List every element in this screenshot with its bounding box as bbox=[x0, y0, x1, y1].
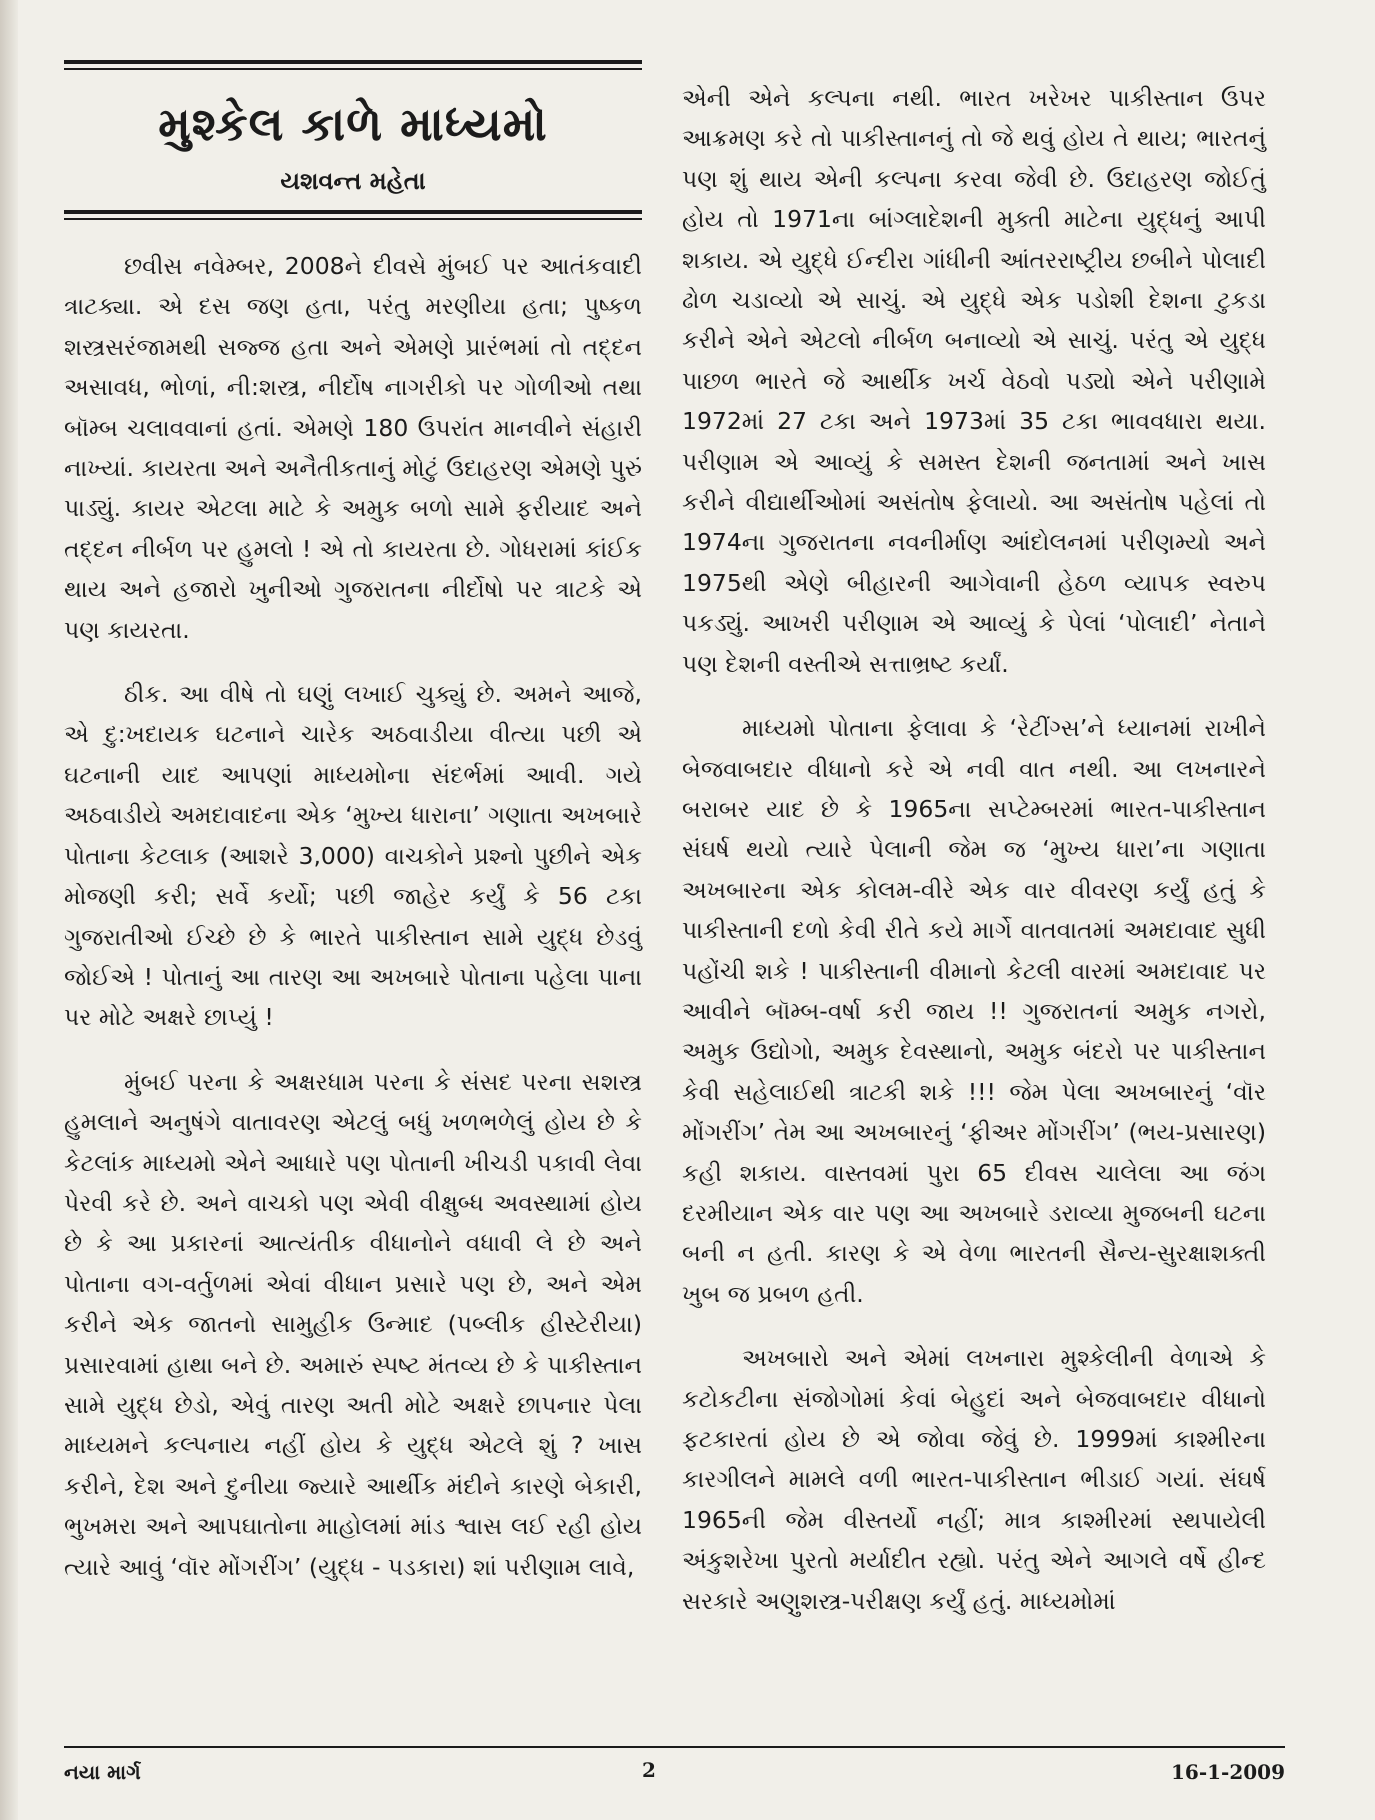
publication-name: નયા માર્ગ bbox=[64, 1760, 141, 1784]
right-column-text bbox=[682, 78, 1266, 1621]
right-column bbox=[682, 78, 1266, 1621]
issue-date: 16-1-2009 bbox=[1170, 1760, 1285, 1784]
paragraph: એની એને કલ્પના નથી. ભારત ખરેખર પાકીસ્તાન ઉપર આક્રમણ કરે તો પાકીસ્તાનનું તો જે થવું હોય તે થાય; ભારતનું પણ શું થાય એની કલ્પના કરવા જેવી છે. ઉદાહરણ જોઈતું હોય તો 1971ના બાંગ્લાદેશની મુક્તી માટેના યુદ્ધનું આપી શકાય. એ યુદ્ધે ઈન્દીરા ગાંધીની આંતરરાષ્ટ્રીય છબીને પોલાદી ઢોળ ચડાવ્યો એ સાચું. એ યુદ્ધે એક પડોશી દેશના ટુકડા કરીને એને એટલો નીર્બળ બનાવ્યો એ સાચું. પરંતુ એ યુદ્ધ પાછળ ભારતે જે આર્થીક ખર્ચ વેઠવો પડ્યો એને પરીણામે 1972માં 27 ટકા અને 1973માં 35 ટકા ભાવવધારા થયા. પરીણામ એ આવ્યું કે સમસ્ત દેશની જનતામાં અને ખાસ કરીને વીદ્યાર્થીઓમાં અસંતોષ ફેલાયો. આ અસંતોષ પહેલાં તો 1974ના ગુજરાતના નવનીર્માણ આંદોલનમાં પરીણમ્યો અને 1975થી એણે બીહારની આગેવાની હેઠળ વ્યાપક સ્વરુપ પકડ્યું. આખરી પરીણામ એ આવ્યું કે પેલાં ‘પોલાદી’ નેતાને પણ દેશની વસ્તીએ સત્તાભ્રષ્ટ કર્યાં. bbox=[682, 84, 1266, 678]
title-rule-bottom bbox=[64, 210, 642, 214]
left-column-text bbox=[64, 246, 642, 1587]
paragraph: ઠીક. આ વીષે તો ઘણું લખાઈ ચુક્યું છે. અમને આજે, એ દુ:ખદાયક ઘટનાને ચારેક અઠવાડીયા વીત્યા પછી એ ઘટનાની યાદ આપણાં માધ્યમોના સંદર્ભમાં આવી. ગયે અઠવાડીયે અમદાવાદના એક ‘મુખ્ય ધારાના’ ગણાતા અખબારે પોતાના કેટલાક (આશરે 3,000) વાચકોને પ્રશ્નો પુછીને એક મોજણી કરી; સર્વે કર્યો; પછી જાહેર કર્યું કે 56 ટકા ગુજરાતીઓ ઈચ્છે છે કે ભારતે પાકીસ્તાન સામે યુદ્ધ છેડવું જોઈએ ! પોતાનું આ તારણ આ અખબારે પોતાના પહેલા પાના પર મોટે અક્ષરે છાપ્યું ! bbox=[64, 680, 642, 1032]
paragraph: માધ્યમો પોતાના ફેલાવા કે ‘રેટીંગ્સ’ને ધ્યાનમાં રાખીને બેજવાબદાર વીધાનો કરે એ નવી વાત નથી. આ લખનારને બરાબર યાદ છે કે 1965ના સપ્ટેમ્બરમાં ભારત-પાકીસ્તાન સંઘર્ષ થયો ત્યારે પેલાની જેમ જ ‘મુખ્ય ધારા’ના ગણાતા અખબારના એક કોલમ-વીરે એક વાર વીવરણ કર્યું હતું કે પાકીસ્તાની દળો કેવી રીતે કયે માર્ગે વાતવાતમાં અમદાવાદ સુધી પહોંચી શકે ! પાકીસ્તાની વીમાનો કેટલી વારમાં અમદાવાદ પર આવીને બૉમ્બ-વર્ષા કરી જાય !! ગુજરાતનાં અમુક નગરો, અમુક ઉદ્યોગો, અમુક દેવસ્થાનો, અમુક બંદરો પર પાકીસ્તાન કેવી સહેલાઈથી ત્રાટકી શકે !!! જેમ પેલા અખબારનું ‘વૉર મોંગરીંગ’ તેમ આ અખબારનું ‘ફીઅર મોંગરીંગ’ (ભય-પ્રસારણ) કહી શકાય. વાસ્તવમાં પુરા 65 દીવસ ચાલેલા આ જંગ દરમીયાન એક વાર પણ આ અખબારે ડરાવ્યા મુજબની ઘટના બની ન હતી. કારણ કે એ વેળા ભારતની સૈન્ય-સુરક્ષાશક્તી ખુબ જ પ્રબળ હતી. bbox=[682, 714, 1266, 1308]
paragraph: અખબારો અને એમાં લખનારા મુશ્કેલીની વેળાએ કે કટોકટીના સંજોગોમાં કેવાં બેહુદાં અને બેજવાબદાર વીધાનો ફટકારતાં હોય છે એ જોવા જેવું છે. 1999માં કાશ્મીરના કારગીલને મામલે વળી ભારત-પાકીસ્તાન ભીડાઈ ગયાં. સંઘર્ષ 1965ની જેમ વીસ્તર્યો નહીં; માત્ર કાશ્મીરમાં સ્થપાયેલી અંકુશરેખા પુરતો મર્યાદીત રહ્યો. પરંતુ એને આગલે વર્ષે હીન્દ સરકારે અણુશસ્ત્ર-પરીક્ષણ કર્યું હતું. માધ્યમોમાં bbox=[682, 1344, 1266, 1615]
left-column bbox=[64, 60, 642, 1587]
article-title: મુશ્કેલ કાળે માધ્યમો bbox=[158, 97, 548, 151]
title-rule-bottom-thin bbox=[64, 218, 642, 220]
page-footer bbox=[64, 1752, 1285, 1788]
paragraph: મુંબઈ પરના કે અક્ષરધામ પરના કે સંસદ પરના સશસ્ત્ર હુમલાને અનુષંગે વાતાવરણ એટલું બધું ખળભળેલું હોય છે કે કેટલાંક માધ્યમો એને આધારે પણ પોતાની ખીચડી પકાવી લેવા પેરવી કરે છે. અને વાચકો પણ એવી વીક્ષુબ્ધ અવસ્થામાં હોય છે કે આ પ્રકારનાં આત્યંતીક વીધાનોને વધાવી લે છે અને પોતાના વગ-વર્તુળમાં એવાં વીધાન પ્રસારે પણ છે, અને એમ કરીને એક જાતનો સામુહીક ઉન્માદ (પબ્લીક હીસ્ટેરીયા) પ્રસારવામાં હાથા બને છે. અમારું સ્પષ્ટ મંતવ્ય છે કે પાકીસ્તાન સામે યુદ્ધ છેડો, એવું તારણ અતી મોટે અક્ષરે છાપનાર પેલા માધ્યમને કલ્પનાય નહીં હોય કે યુદ્ધ એટલે શું ? ખાસ કરીને, દેશ અને દુનીયા જ્યારે આર્થીક મંદીને કારણે બેકારી, ભુખમરા અને આપઘાતોના માહોલમાં માંડ શ્વાસ લઈ રહી હોય ત્યારે આવું ‘વૉર મોંગરીંગ’ (યુદ્ધ - પડકારા) શાં પરીણામ લાવે, bbox=[64, 1067, 642, 1581]
article-author: યશવન્ત મહેતા bbox=[280, 167, 426, 195]
title-rule-top bbox=[64, 60, 642, 64]
page-number: 2 bbox=[642, 1758, 656, 1782]
paragraph: છવીસ નવેમ્બર, 2008ને દીવસે મુંબઈ પર આતંકવાદી ત્રાટક્યા. એ દસ જણ હતા, પરંતુ મરણીયા હતા; પુષ્કળ શસ્ત્રસરંજામથી સજ્જ હતા અને એમણે પ્રારંભમાં તો તદ્દન અસાવધ, ભોળાં, ની:શસ્ત્ર, નીર્દોષ નાગરીકો પર ગોળીઓ તથા બૉમ્બ ચલાવવાનાં હતાં. એમણે 180 ઉપરાંત માનવીને સંહારી નાખ્યાં. કાયરતા અને અનૈતીકતાનું મોટું ઉદાહરણ એમણે પુરું પાડ્યું. કાયર એટલા માટે કે અમુક બળો સામે ફરીયાદ અને તદ્દન નીર્બળ પર હુમલો ! એ તો કાયરતા છે. ગોધરામાં કાંઈક થાય અને હજારો ખુનીઓ ગુજરાતના નીર્દોષો પર ત્રાટકે એ પણ કાયરતા. bbox=[64, 252, 642, 644]
footer-rule bbox=[64, 1746, 1285, 1748]
title-rule-top-thin bbox=[64, 68, 642, 70]
page-edge-shadow bbox=[0, 0, 18, 1820]
